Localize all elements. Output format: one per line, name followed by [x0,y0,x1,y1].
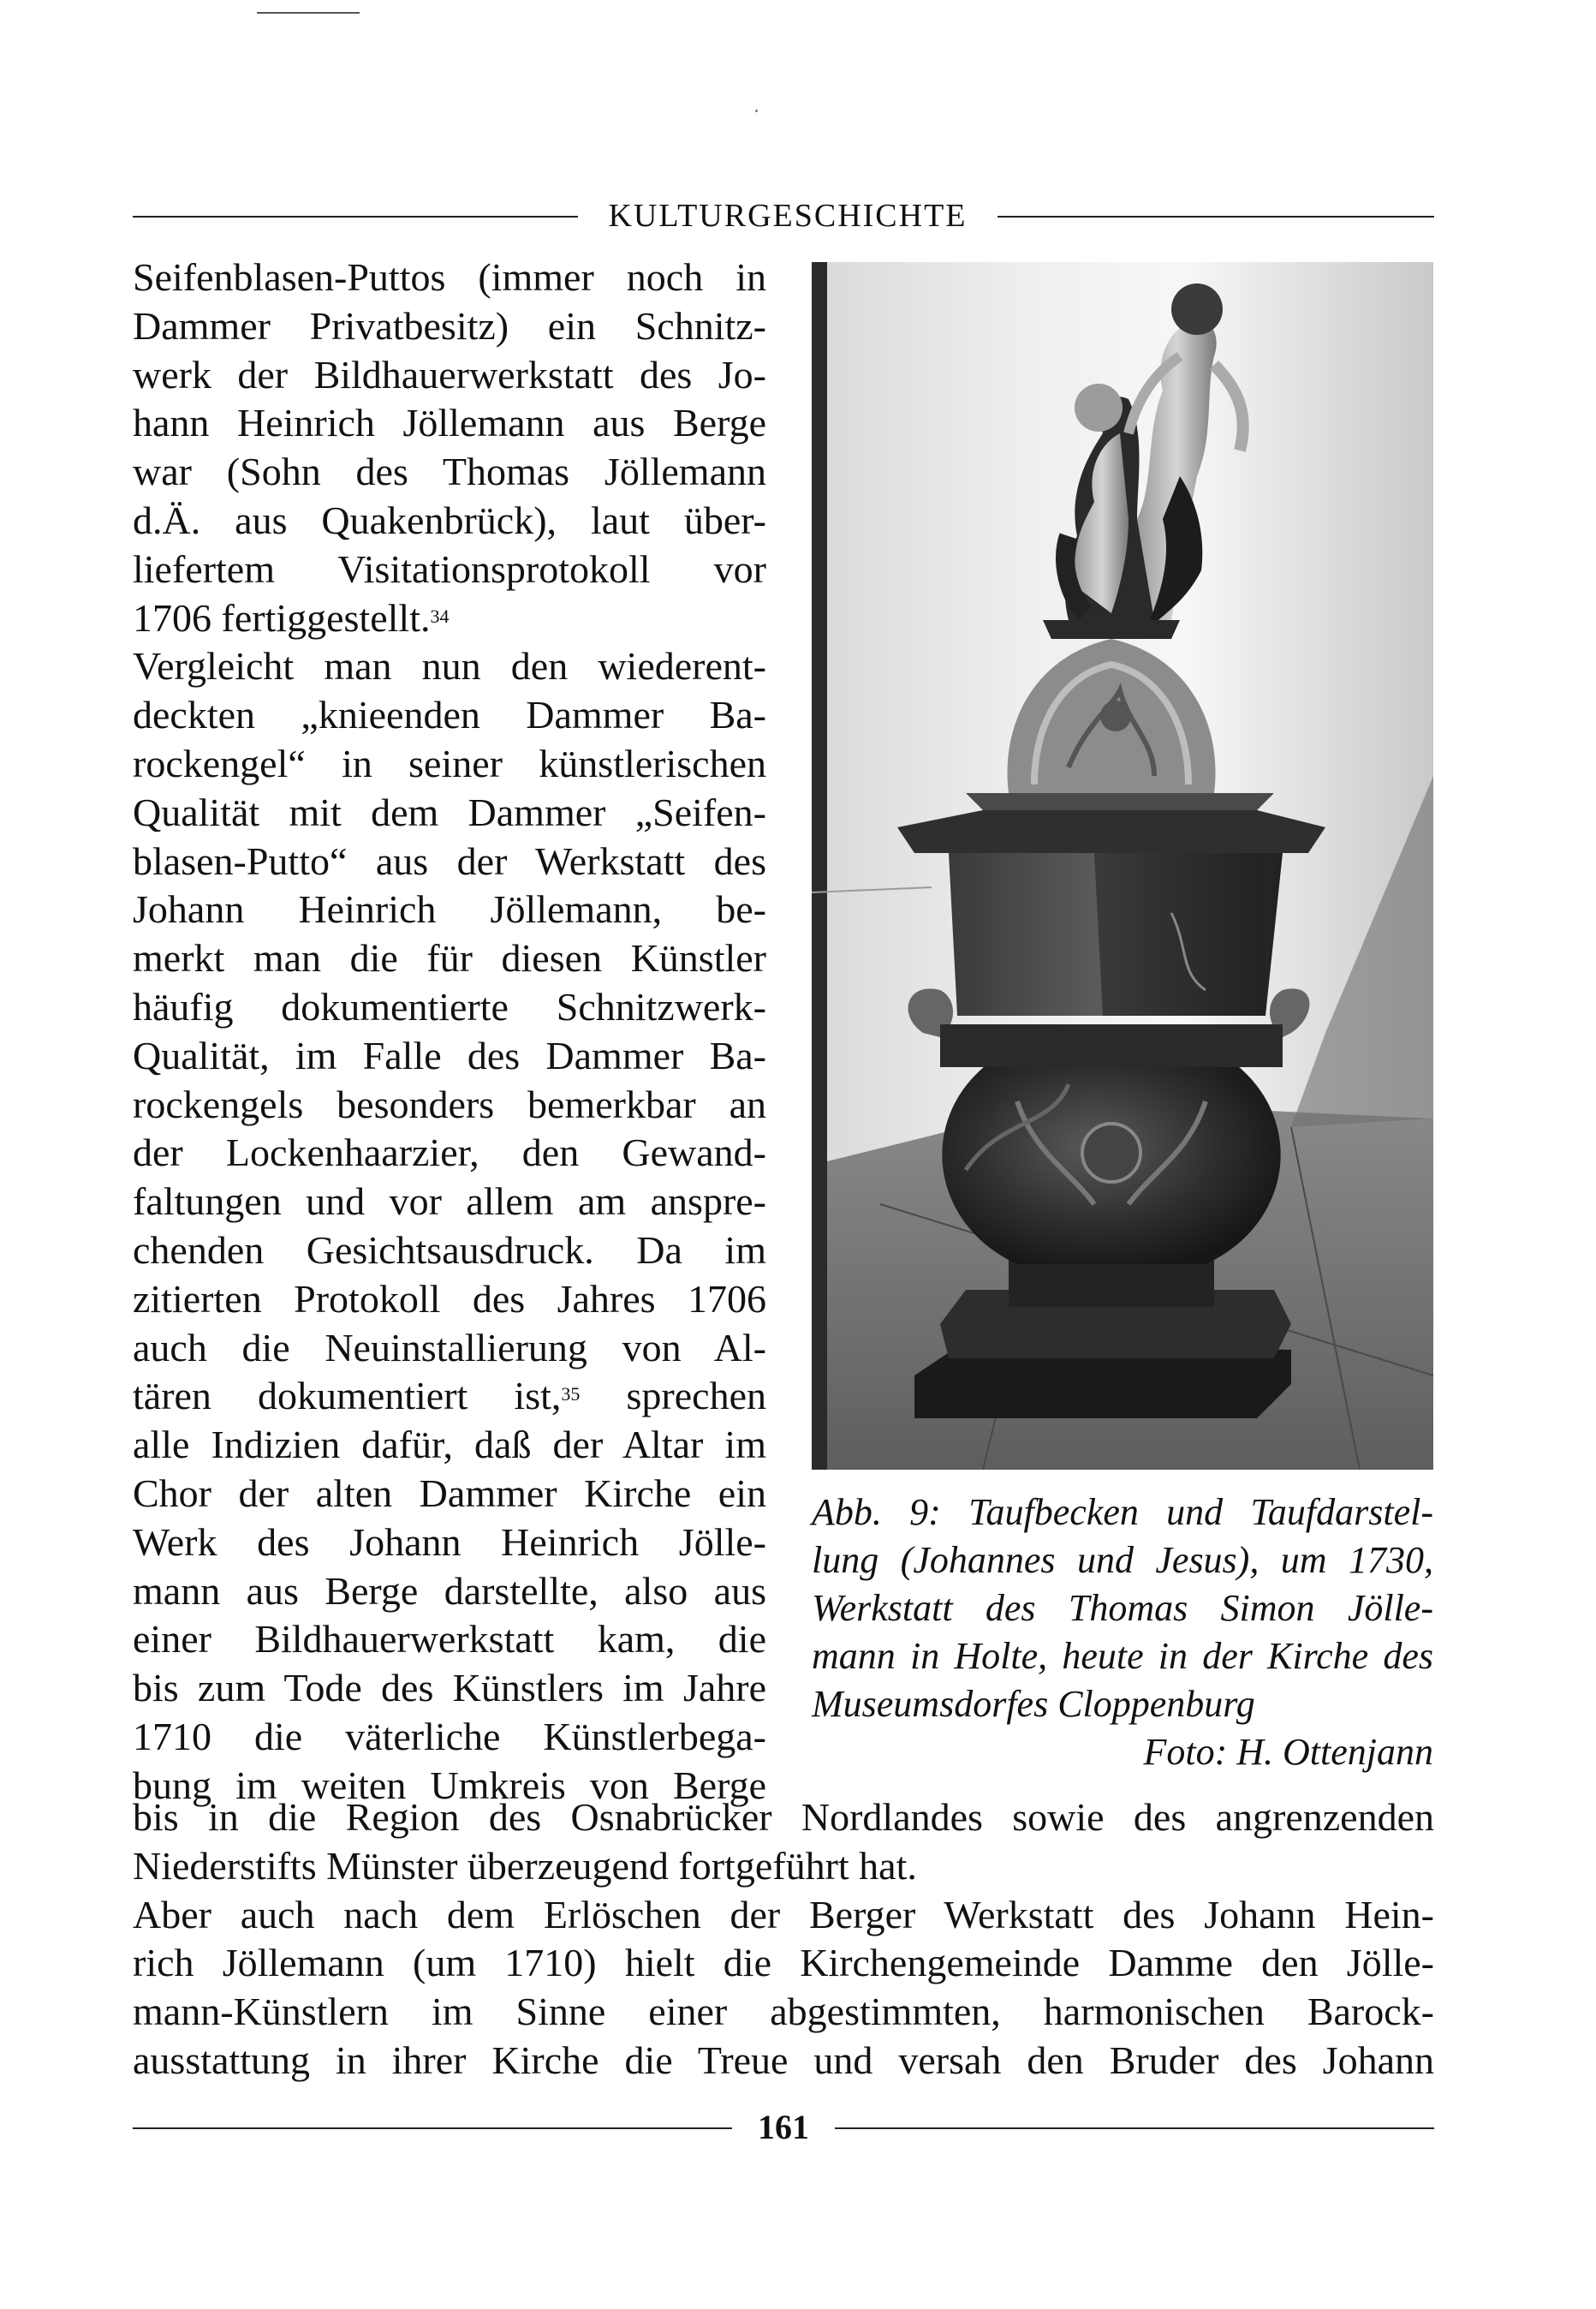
text-line: chenden Gesichtsausdruck. Da im [133,1227,766,1272]
text-line: war (Sohn des Thomas Jöllemann [133,450,766,494]
text-line: häufig dokumentierte Schnitzwerk- [133,984,766,1029]
photo-illustration [812,262,1433,1470]
text-line: Chor der alten Dammer Kirche ein [133,1471,766,1515]
text-line: Aber auch nach dem Erlöschen der Berger Werkstatt des Johann Hein- [133,1892,1434,1936]
footer-rule-right [835,2127,1434,2129]
text-line: rich Jöllemann (um 1710) hielt die Kirchengemeinde Damme den Jölle- [133,1941,1434,1985]
caption-line: mann in Holte, heute in der Kirche des [812,1635,1433,1677]
text-line: einer Bildhauerwerkstatt kam, die [133,1617,766,1662]
text-line: deckten „knieenden Dammer Ba- [133,693,766,737]
text-line: auch die Neuinstallierung von Al- [133,1325,766,1369]
text-fragment: sprechen [580,1374,766,1418]
page-number: 161 [758,2108,809,2146]
baptismal-font-photo [812,262,1433,1470]
caption-line: Abb. 9: Taufbecken und Taufdarstel- [812,1491,1433,1533]
text-fragment: 1706 fertiggestellt. [133,595,431,640]
caption-line: lung (Johannes und Jesus), um 1730, [812,1539,1433,1581]
running-header [133,195,1434,236]
text-line: d.Ä. aus Quakenbrück), laut über- [133,498,766,542]
text-line: bis in die Region des Osnabrücker Nordlandes sowie des angrenzenden [133,1795,1434,1839]
footnote-ref-35: 35 [561,1383,581,1405]
text-line: blasen-Putto“ aus der Werkstatt des [133,838,766,883]
text-line: Johann Heinrich Jöllemann, be- [133,887,766,932]
photo-credit: Foto: H. Ottenjann [1143,1731,1433,1773]
text-line: Seifenblasen-Puttos (immer noch in [133,255,766,299]
full-width-text [133,1793,1434,2085]
text-fragment: tären dokumentiert ist, [133,1374,562,1418]
figure-caption [812,1489,1433,1776]
text-line: faltungen und vor allem am anspre- [133,1179,766,1224]
text-line: Niederstifts Münster überzeugend fortgeführt hat. [133,1843,917,1888]
left-text-column [133,254,766,1811]
caption-line: Werkstatt des Thomas Simon Jölle- [812,1587,1433,1629]
text-line: Qualität, im Falle des Dammer Ba- [133,1033,766,1077]
text-line: alle Indizien dafür, daß der Altar im [133,1423,766,1467]
text-line: ausstattung in ihrer Kirche die Treue und versah den Bruder des Johann [133,2038,1434,2082]
text-line: werk der Bildhauerwerkstatt des Jo- [133,352,766,397]
header-title: KULTURGESCHICHTE [608,198,968,234]
text-line: Vergleicht man nun den wiederent- [133,644,766,689]
text-line: Werk des Johann Heinrich Jölle- [133,1519,766,1564]
text-line: zitierten Protokoll des Jahres 1706 [133,1276,766,1321]
text-line: mann-Künstlern im Sinne einer abgestimmten, harmonischen Barock- [133,1990,1434,2034]
header-rule-left [133,216,578,218]
header-rule-right [998,216,1434,218]
text-line: bung im weiten Umkreis von Berge [133,1763,766,1807]
scan-speck [755,110,758,112]
top-scan-rule [257,12,360,14]
footnote-ref-34: 34 [430,605,450,627]
text-line [133,594,766,643]
text-line: Qualität mit dem Dammer „Seifen- [133,790,766,834]
text-line: mann aus Berge darstellte, also aus [133,1568,766,1613]
text-line: Dammer Privatbesitz) ein Schnitz- [133,303,766,348]
text-line [133,1372,766,1421]
caption-line: Museumsdorfes Cloppenburg [812,1683,1255,1725]
text-line: 1710 die väterliche Künstlerbega- [133,1714,766,1758]
text-line: rockengels besonders bemerkbar an [133,1082,766,1126]
text-line: bis zum Tode des Künstlers im Jahre [133,1666,766,1710]
text-line: rockengel“ in seiner künstlerischen [133,741,766,785]
footer-rule-left [133,2127,732,2129]
text-line: liefertem Visitationsprotokoll vor [133,546,766,591]
text-line: der Lockenhaarzier, den Gewand- [133,1131,766,1175]
text-line: merkt man die für diesen Künstler [133,936,766,981]
text-line: hann Heinrich Jöllemann aus Berge [133,401,766,445]
page-footer [133,2103,1434,2151]
